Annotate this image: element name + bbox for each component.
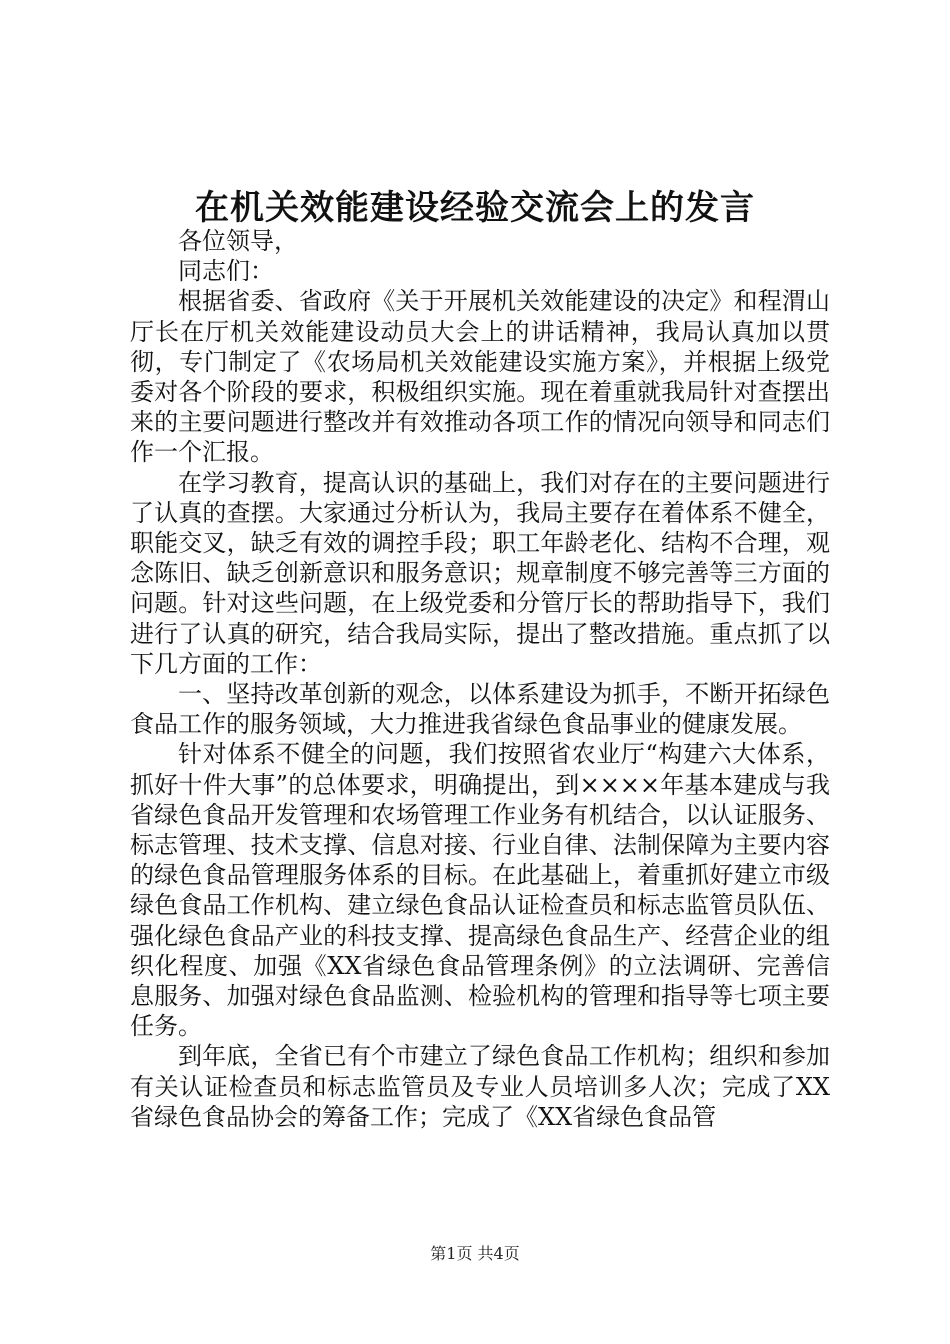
page-number: 第1页 共4页 xyxy=(430,1244,520,1263)
paragraph-year-end: 到年底，全省已有个市建立了绿色食品工作机构；组织和参加有关认证检查员和标志监管员及专业人员培训多人次；完成了XX省绿色食品协会的筹备工作；完成了《XX省绿色食品管 xyxy=(130,1042,830,1131)
section-heading-one: 一、坚持改革创新的观念，以体系建设为抓手，不断开拓绿色食品工作的服务领域，大力推进我省绿色食品事业的健康发展。 xyxy=(130,680,830,739)
salutation-leaders: 各位领导， xyxy=(178,227,298,255)
paragraph-intro: 根据省委、省政府《关于开展机关效能建设的决定》和程渭山厅长在厅机关效能建设动员大会上的讲话精神，我局认真加以贯彻，专门制定了《农场局机关效能建设实施方案》，并根据上级党委对各个阶段的要求，积极组织实施。现在着重就我局针对查摆出来的主要问题进行整改并有效推动各项工作的情况向领导和同志们作一个汇报。 xyxy=(130,287,830,467)
document-body xyxy=(130,226,830,1132)
paragraph-system-building: 针对体系不健全的问题，我们按照省农业厅“构建六大体系，抓好十件大事”的总体要求，明确提出，到××××年基本建成与我省绿色食品开发管理和农场管理工作业务有机结合，以认证服务、标志管理、技术支撑、信息对接、行业自律、法制保障为主要内容的绿色食品管理服务体系的目标。在此基础上，着重抓好建立市级绿色食品工作机构、建立绿色食品认证检查员和标志监管员队伍、强化绿色食品产业的科技支撑、提高绿色食品生产、经营企业的组织化程度、加强《XX省绿色食品管理条例》的立法调研、完善信息服务、加强对绿色食品监测、检验机构的管理和指导等七项主要任务。 xyxy=(130,740,830,1041)
document-title: 在机关效能建设经验交流会上的发言 xyxy=(195,188,755,228)
paragraph-problems: 在学习教育，提高认识的基础上，我们对存在的主要问题进行了认真的查摆。大家通过分析认为，我局主要存在着体系不健全，职能交叉，缺乏有效的调控手段；职工年龄老化、结构不合理，观念陈旧、缺乏创新意识和服务意识；规章制度不够完善等三方面的问题。针对这些问题，在上级党委和分管厅长的帮助指导下，我们进行了认真的研究，结合我局实际，提出了整改措施。重点抓了以下几方面的工作： xyxy=(130,468,830,678)
salutation-comrades: 同志们： xyxy=(178,257,274,286)
